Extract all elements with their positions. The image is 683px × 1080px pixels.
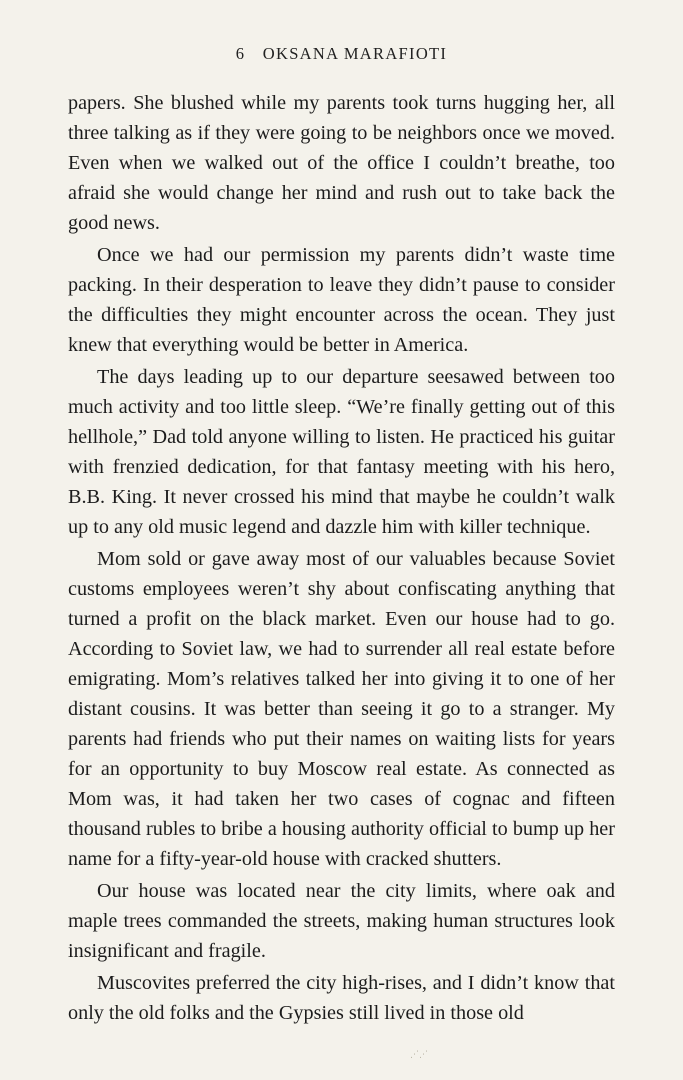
page-number: 6 — [235, 44, 246, 63]
paragraph: The days leading up to our departure seesawed between too much activity and too little sleep. “We’re finally getting out of this hellhole,” Dad told anyone willing to listen. He practiced his guitar with frenzied dedication, for that fantasy meeting with his hero, B.B. King. It never crossed his mind that maybe he couldn’t walk up to any old music legend and dazzle him with killer technique. — [68, 366, 615, 538]
body-text — [68, 88, 615, 1028]
paragraph: Muscovites preferred the city high-rises, and I didn’t know that only the old folks and the Gypsies still lived in those old — [68, 972, 615, 1024]
author-name: OKSANA MARAFIOTI — [262, 44, 448, 63]
paragraph: Our house was located near the city limits, where oak and maple trees commanded the streets, making human structures look insignificant and fragile. — [68, 880, 615, 962]
paragraph: Once we had our permission my parents didn’t waste time packing. In their desperation to leave they didn’t pause to consider the difficulties they might encounter across the ocean. They just knew that everything would be better in America. — [68, 244, 615, 356]
paragraph: Mom sold or gave away most of our valuables because Soviet customs employees weren’t shy about confiscating anything that turned a profit on the black market. Even our house had to go. According to Soviet law, we had to surrender all real estate before emigrating. Mom’s relatives talked her into giving it to one of her distant cousins. It was better than seeing it go to a stranger. My parents had friends who put their names on waiting lists for years for an opportunity to buy Moscow real estate. As connected as Mom was, it had taken her two cases of cognac and fifteen thousand rubles to bribe a housing authority official to bump up her name for a fifty-year-old house with cracked shutters. — [68, 548, 615, 870]
paragraph: papers. She blushed while my parents took turns hugging her, all three talking as if they were going to be neighbors once we moved. Even when we walked out of the office I couldn’t breathe, too afraid she would change her mind and rush out to take back the good news. — [68, 92, 615, 234]
ink-smudge: ⋰⋰ — [410, 1050, 428, 1060]
running-header — [0, 44, 683, 64]
